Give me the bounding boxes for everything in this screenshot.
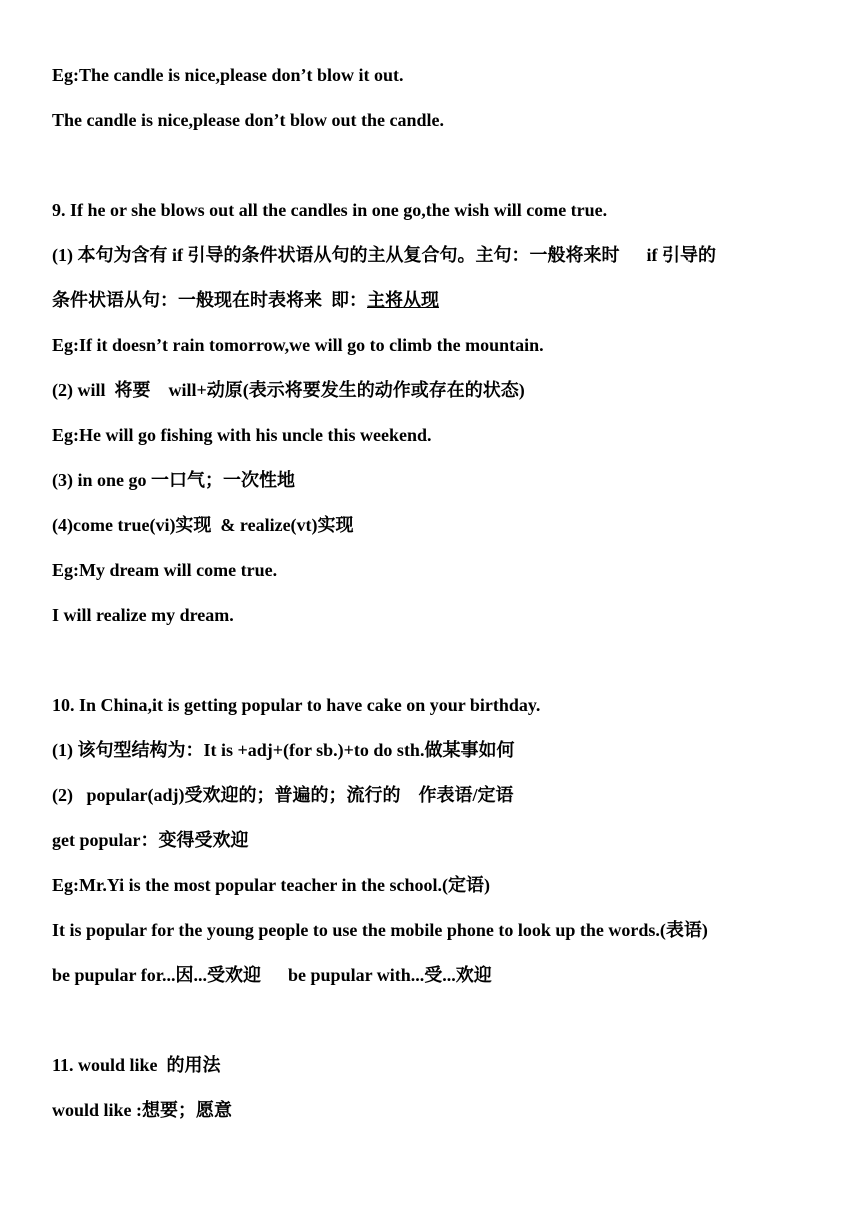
example-blow-it-out: Eg:The candle is nice,please don’t blow it out. (52, 65, 404, 85)
item-10-example-2: It is popular for the young people to use the mobile phone to look up the words.(表语) (52, 920, 708, 940)
item-9-rule-underlined: 主将从现 (367, 290, 439, 310)
item-10-example-1: Eg:Mr.Yi is the most popular teacher in the school.(定语) (52, 875, 490, 895)
item-9-example-3: Eg:My dream will come true. (52, 560, 278, 580)
item-9-note-3: (3) in one go 一口气；一次性地 (52, 470, 295, 490)
item-9-note-1: (1) 本句为含有 if 引导的条件状语从句的主从复合句。主句：一般将来时 if 引导的 (52, 245, 716, 265)
item-11-definition: would like :想要；愿意 (52, 1100, 233, 1120)
example-blow-out-candle: The candle is nice,please don’t blow out the candle. (52, 110, 445, 130)
item-11-heading: 11. would like 的用法 (52, 1055, 221, 1075)
item-10-phrases: be pupular for...因...受欢迎 be pupular with...受...欢迎 (52, 965, 492, 985)
item-9-heading: 9. If he or she blows out all the candles in one go,the wish will come true. (52, 200, 608, 220)
item-10-note-1: (1) 该句型结构为：It is +adj+(for sb.)+to do sth.做某事如何 (52, 740, 515, 760)
item-9-note-2: (2) will 将要 will+动原(表示将要发生的动作或存在的状态) (52, 380, 525, 400)
item-9-note-1-text: 条件状语从句：一般现在时表将来 即： (52, 290, 367, 310)
item-9-note-4: (4)come true(vi)实现 & realize(vt)实现 (52, 515, 354, 535)
item-10-note-2: (2) popular(adj)受欢迎的；普遍的；流行的 作表语/定语 (52, 785, 514, 805)
item-9-example-1: Eg:If it doesn’t rain tomorrow,we will go to climb the mountain. (52, 335, 544, 355)
item-9-note-1-continued (52, 288, 439, 312)
item-10-get-popular: get popular：变得受欢迎 (52, 830, 249, 850)
item-9-example-4: I will realize my dream. (52, 605, 234, 625)
item-9-example-2: Eg:He will go fishing with his uncle this weekend. (52, 425, 432, 445)
item-10-heading: 10. In China,it is getting popular to have cake on your birthday. (52, 695, 541, 715)
